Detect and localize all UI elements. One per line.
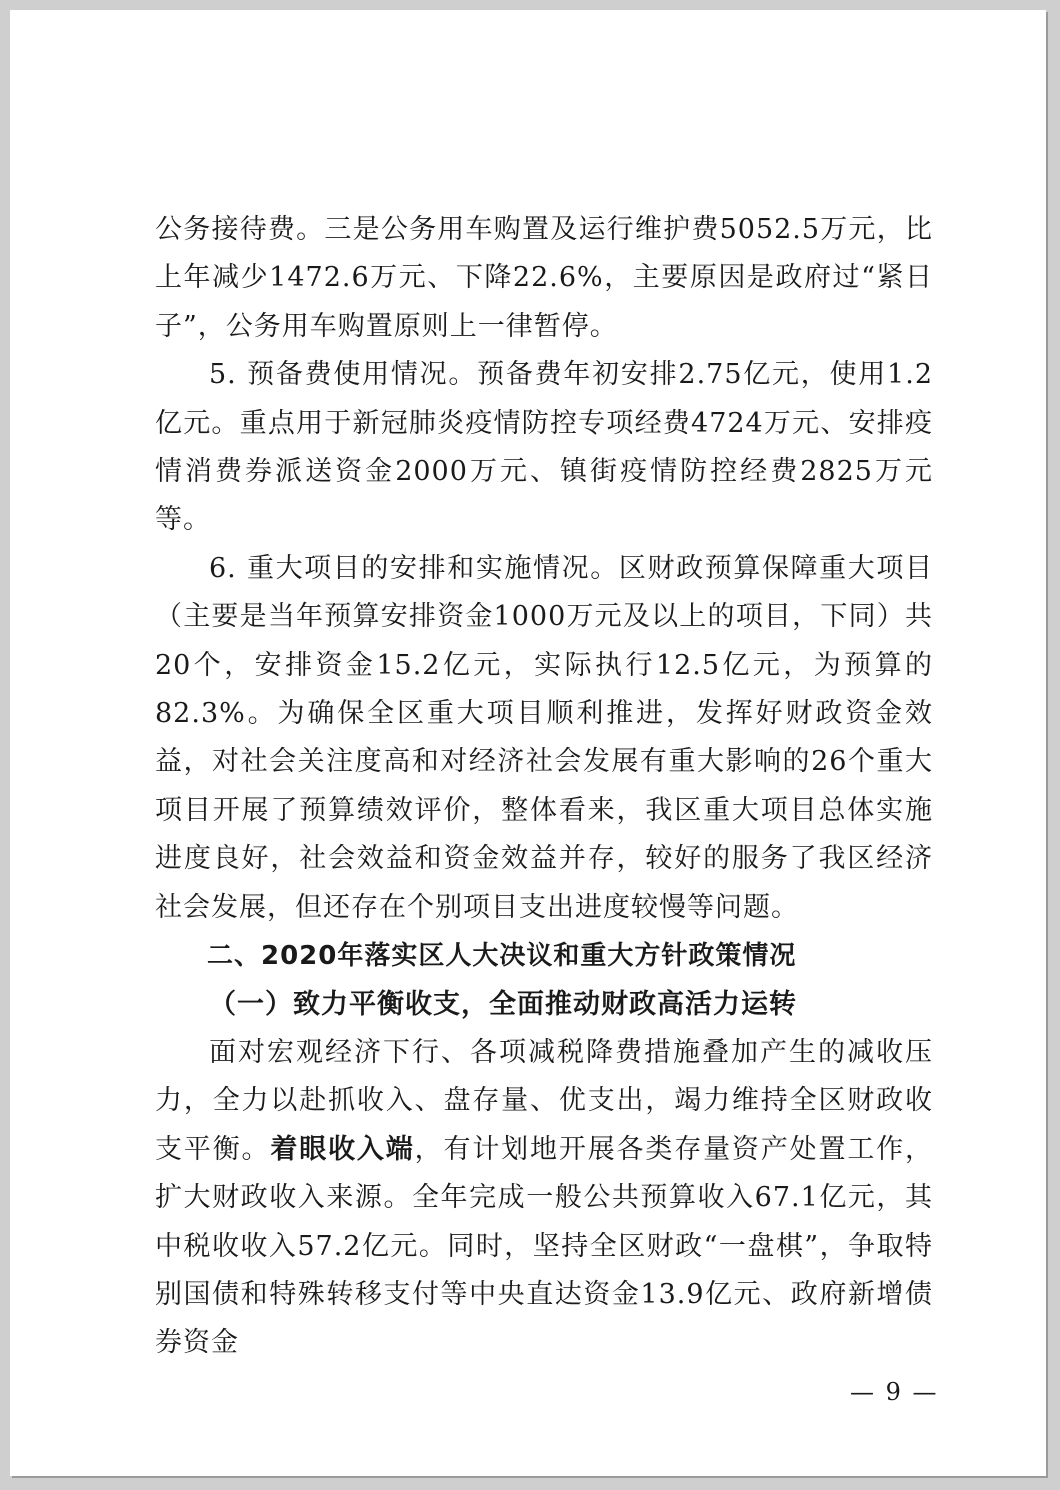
document-page [10, 10, 1046, 1476]
paragraph-revenue-rest: ，有计划地开展各类存量资产处置工作，扩大财政收入来源。全年完成一般公共预算收入67.1亿元，其中税收收入57.2亿元。同时，坚持全区财政“一盘棋”，争取特别国债和特殊转移支付等中央直达资金13.9亿元、政府新增债券资金 [155, 1133, 934, 1359]
page-number: — 9 — [850, 1378, 939, 1406]
paragraph-major-projects: 6. 重大项目的安排和实施情况。区财政预算保障重大项目（主要是当年预算安排资金1000万元及以上的项目，下同）共20个，安排资金15.2亿元，实际执行12.5亿元，为预算的82.3%。为确保全区重大项目顺利推进，发挥好财政资金效益，对社会关注度高和对经济社会发展有重大影响的26个重大项目开展了预算绩效评价，整体看来，我区重大项目总体实施进度良好，社会效益和资金效益并存，较好的服务了我区经济社会发展，但还存在个别项目支出进度较慢等问题。 [155, 552, 933, 923]
paragraph-revenue-intro: 面对宏观经济下行、各项减税降费措施叠加产生的减收压力，全力以赴抓收入、盘存量、优支出，竭力维持全区财政收支平衡。 [155, 1036, 933, 1165]
subsection-heading: （一）致力平衡收支，全面推动财政高活力运转 [209, 988, 797, 1020]
paragraph-revenue-bold-lead: 着眼收入端 [270, 1133, 415, 1165]
document-body [155, 206, 933, 1368]
paragraph-continued: 公务接待费。三是公务用车购置及运行维护费5052.5万元，比上年减少1472.6万元、下降22.6%，主要原因是政府过“紧日子”，公务用车购置原则上一律暂停。 [155, 214, 933, 342]
paragraph-revenue [155, 1029, 933, 1368]
paragraph-reserve-fund: 5. 预备费使用情况。预备费年初安排2.75亿元，使用1.2亿元。重点用于新冠肺炎疫情防控专项经费4724万元、安排疫情消费券派送资金2000万元、镇街疫情防控经费2825万元等。 [155, 359, 933, 536]
section-heading: 二、2020年落实区人大决议和重大方针政策情况 [207, 941, 797, 972]
